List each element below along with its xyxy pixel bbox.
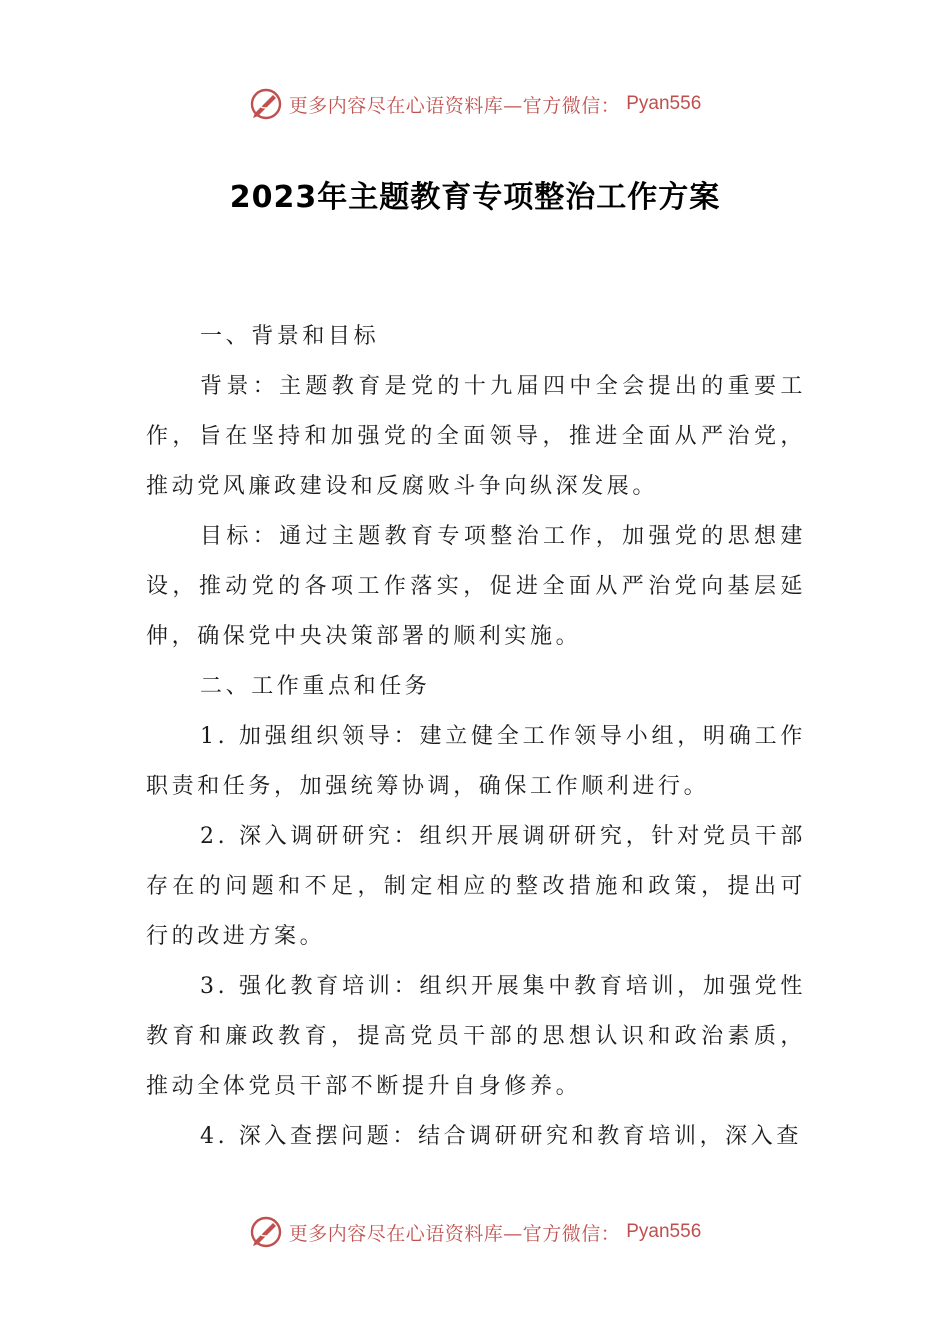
paragraph-goal: 目标：通过主题教育专项整治工作，加强党的思想建设，推动党的各项工作落实，促进全面从严治党向基层延伸，确保党中央决策部署的顺利实施。 xyxy=(146,524,806,649)
paragraph-background: 背景：主题教育是党的十九届四中全会提出的重要工作，旨在坚持和加强党的全面领导，推进全面从严治党，推动党风廉政建设和反腐败斗争向纵深发展。 xyxy=(146,374,806,499)
task-item-4: 4. 深入查摆问题：结合调研研究和教育培训，深入查 xyxy=(200,1124,802,1149)
watermark-brand: Pyan556 xyxy=(626,1221,702,1242)
pen-circle-logo-icon xyxy=(249,1215,283,1249)
watermark-brand: Pyan556 xyxy=(626,93,702,114)
footer-watermark xyxy=(0,1212,950,1252)
section-heading-background: 一、背景和目标 xyxy=(200,324,380,349)
section-heading-tasks: 二、工作重点和任务 xyxy=(200,674,431,699)
document-title: 2023年主题教育专项整治工作方案 xyxy=(229,180,721,215)
document-body xyxy=(146,312,806,1162)
task-item-2: 2. 深入调研研究：组织开展调研研究，针对党员干部存在的问题和不足，制定相应的整改措施和政策，提出可行的改进方案。 xyxy=(146,824,806,949)
task-item-1: 1. 加强组织领导：建立健全工作领导小组，明确工作职责和任务，加强统筹协调，确保工作顺利进行。 xyxy=(146,724,806,799)
header-watermark xyxy=(0,84,950,124)
pen-circle-logo-icon xyxy=(249,87,283,121)
task-item-3: 3. 强化教育培训：组织开展集中教育培训，加强党性教育和廉政教育，提高党员干部的思想认识和政治素质，推动全体党员干部不断提升自身修养。 xyxy=(146,974,806,1099)
watermark-text: 更多内容尽在心语资料库—官方微信： xyxy=(288,1222,621,1245)
watermark-text: 更多内容尽在心语资料库—官方微信： xyxy=(288,94,621,117)
